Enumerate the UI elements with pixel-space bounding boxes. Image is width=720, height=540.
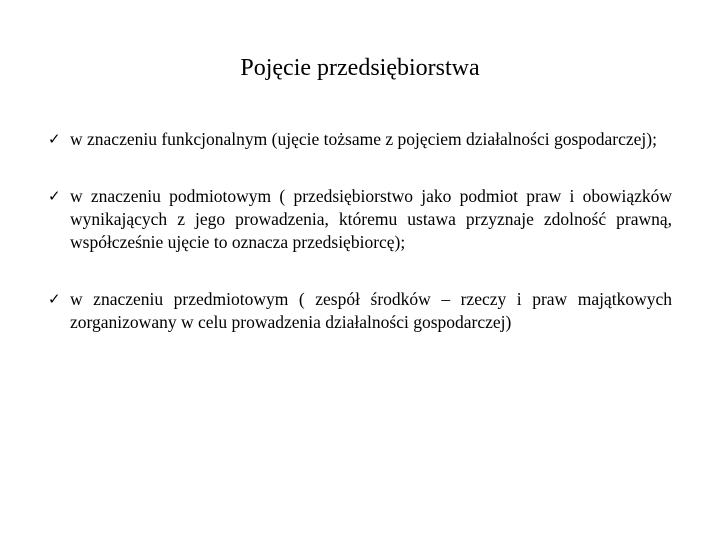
check-mark-icon: ✓: [48, 130, 61, 148]
bullet-list: [48, 128, 672, 368]
check-mark-icon: ✓: [48, 290, 61, 308]
bullet-text: w znaczeniu przedmiotowym ( zespół środków – rzeczy i praw majątkowych zorganizowany w celu prowadzenia działalności gospodarczej): [70, 289, 672, 332]
bullet-text: w znaczeniu funkcjonalnym (ujęcie tożsame z pojęciem działalności gospodarczej);: [70, 129, 657, 149]
slide-title: Pojęcie przedsiębiorstwa: [240, 55, 480, 81]
bullet-item-subjective: [48, 185, 672, 254]
bullet-item-objective: [48, 288, 672, 334]
bullet-item-functional: [48, 128, 672, 151]
check-mark-icon: ✓: [48, 187, 61, 205]
bullet-text: w znaczeniu podmiotowym ( przedsiębiorstwo jako podmiot praw i obowiązków wynikających z jego prowadzenia, któremu ustawa przyznaje zdolność prawną, współcześnie ujęcie to oznacza przedsiębiorcę);: [70, 186, 672, 252]
